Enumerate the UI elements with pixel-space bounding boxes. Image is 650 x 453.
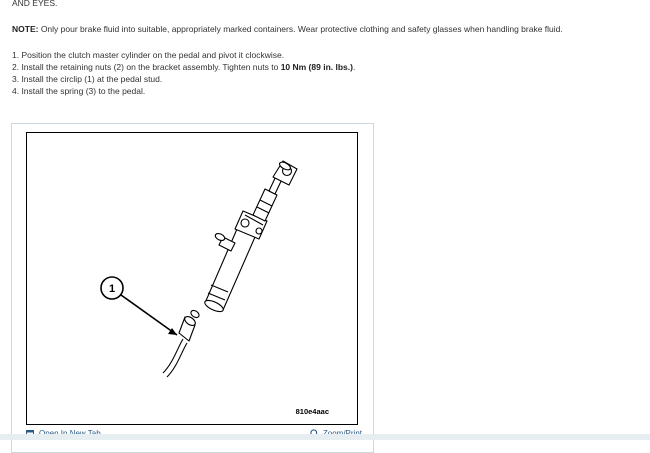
note-text: Only pour brake fluid into suitable, appropriately marked containers. Wear protective clothing and safety glasses when handling brake fluid. [38, 24, 563, 34]
note-label: NOTE: [12, 24, 39, 34]
step-2-end: . [352, 62, 356, 72]
step-2 [12, 62, 355, 73]
step-4: 4. Install the spring (3) to the pedal. [12, 86, 146, 96]
bottom-bar [0, 434, 650, 440]
illustration-frame [26, 132, 358, 425]
step-2-text: 2. Install the retaining nuts (2) on the bracket assembly. Tighten nuts to [12, 62, 281, 72]
callout-number: 1 [108, 283, 116, 295]
step-1: 1. Position the clutch master cylinder on the pedal and pivot it clockwise. [12, 50, 285, 60]
note-paragraph [12, 24, 563, 35]
figure-code: 810e4aac [295, 407, 329, 416]
clutch-cylinder-illustration [27, 133, 357, 424]
warning-tail: AND EYES. [12, 0, 58, 8]
figure-card [11, 123, 374, 453]
step-3: 3. Install the circlip (1) at the pedal stud. [12, 74, 163, 84]
torque-value: 10 Nm (89 in. lbs.) [280, 62, 353, 72]
